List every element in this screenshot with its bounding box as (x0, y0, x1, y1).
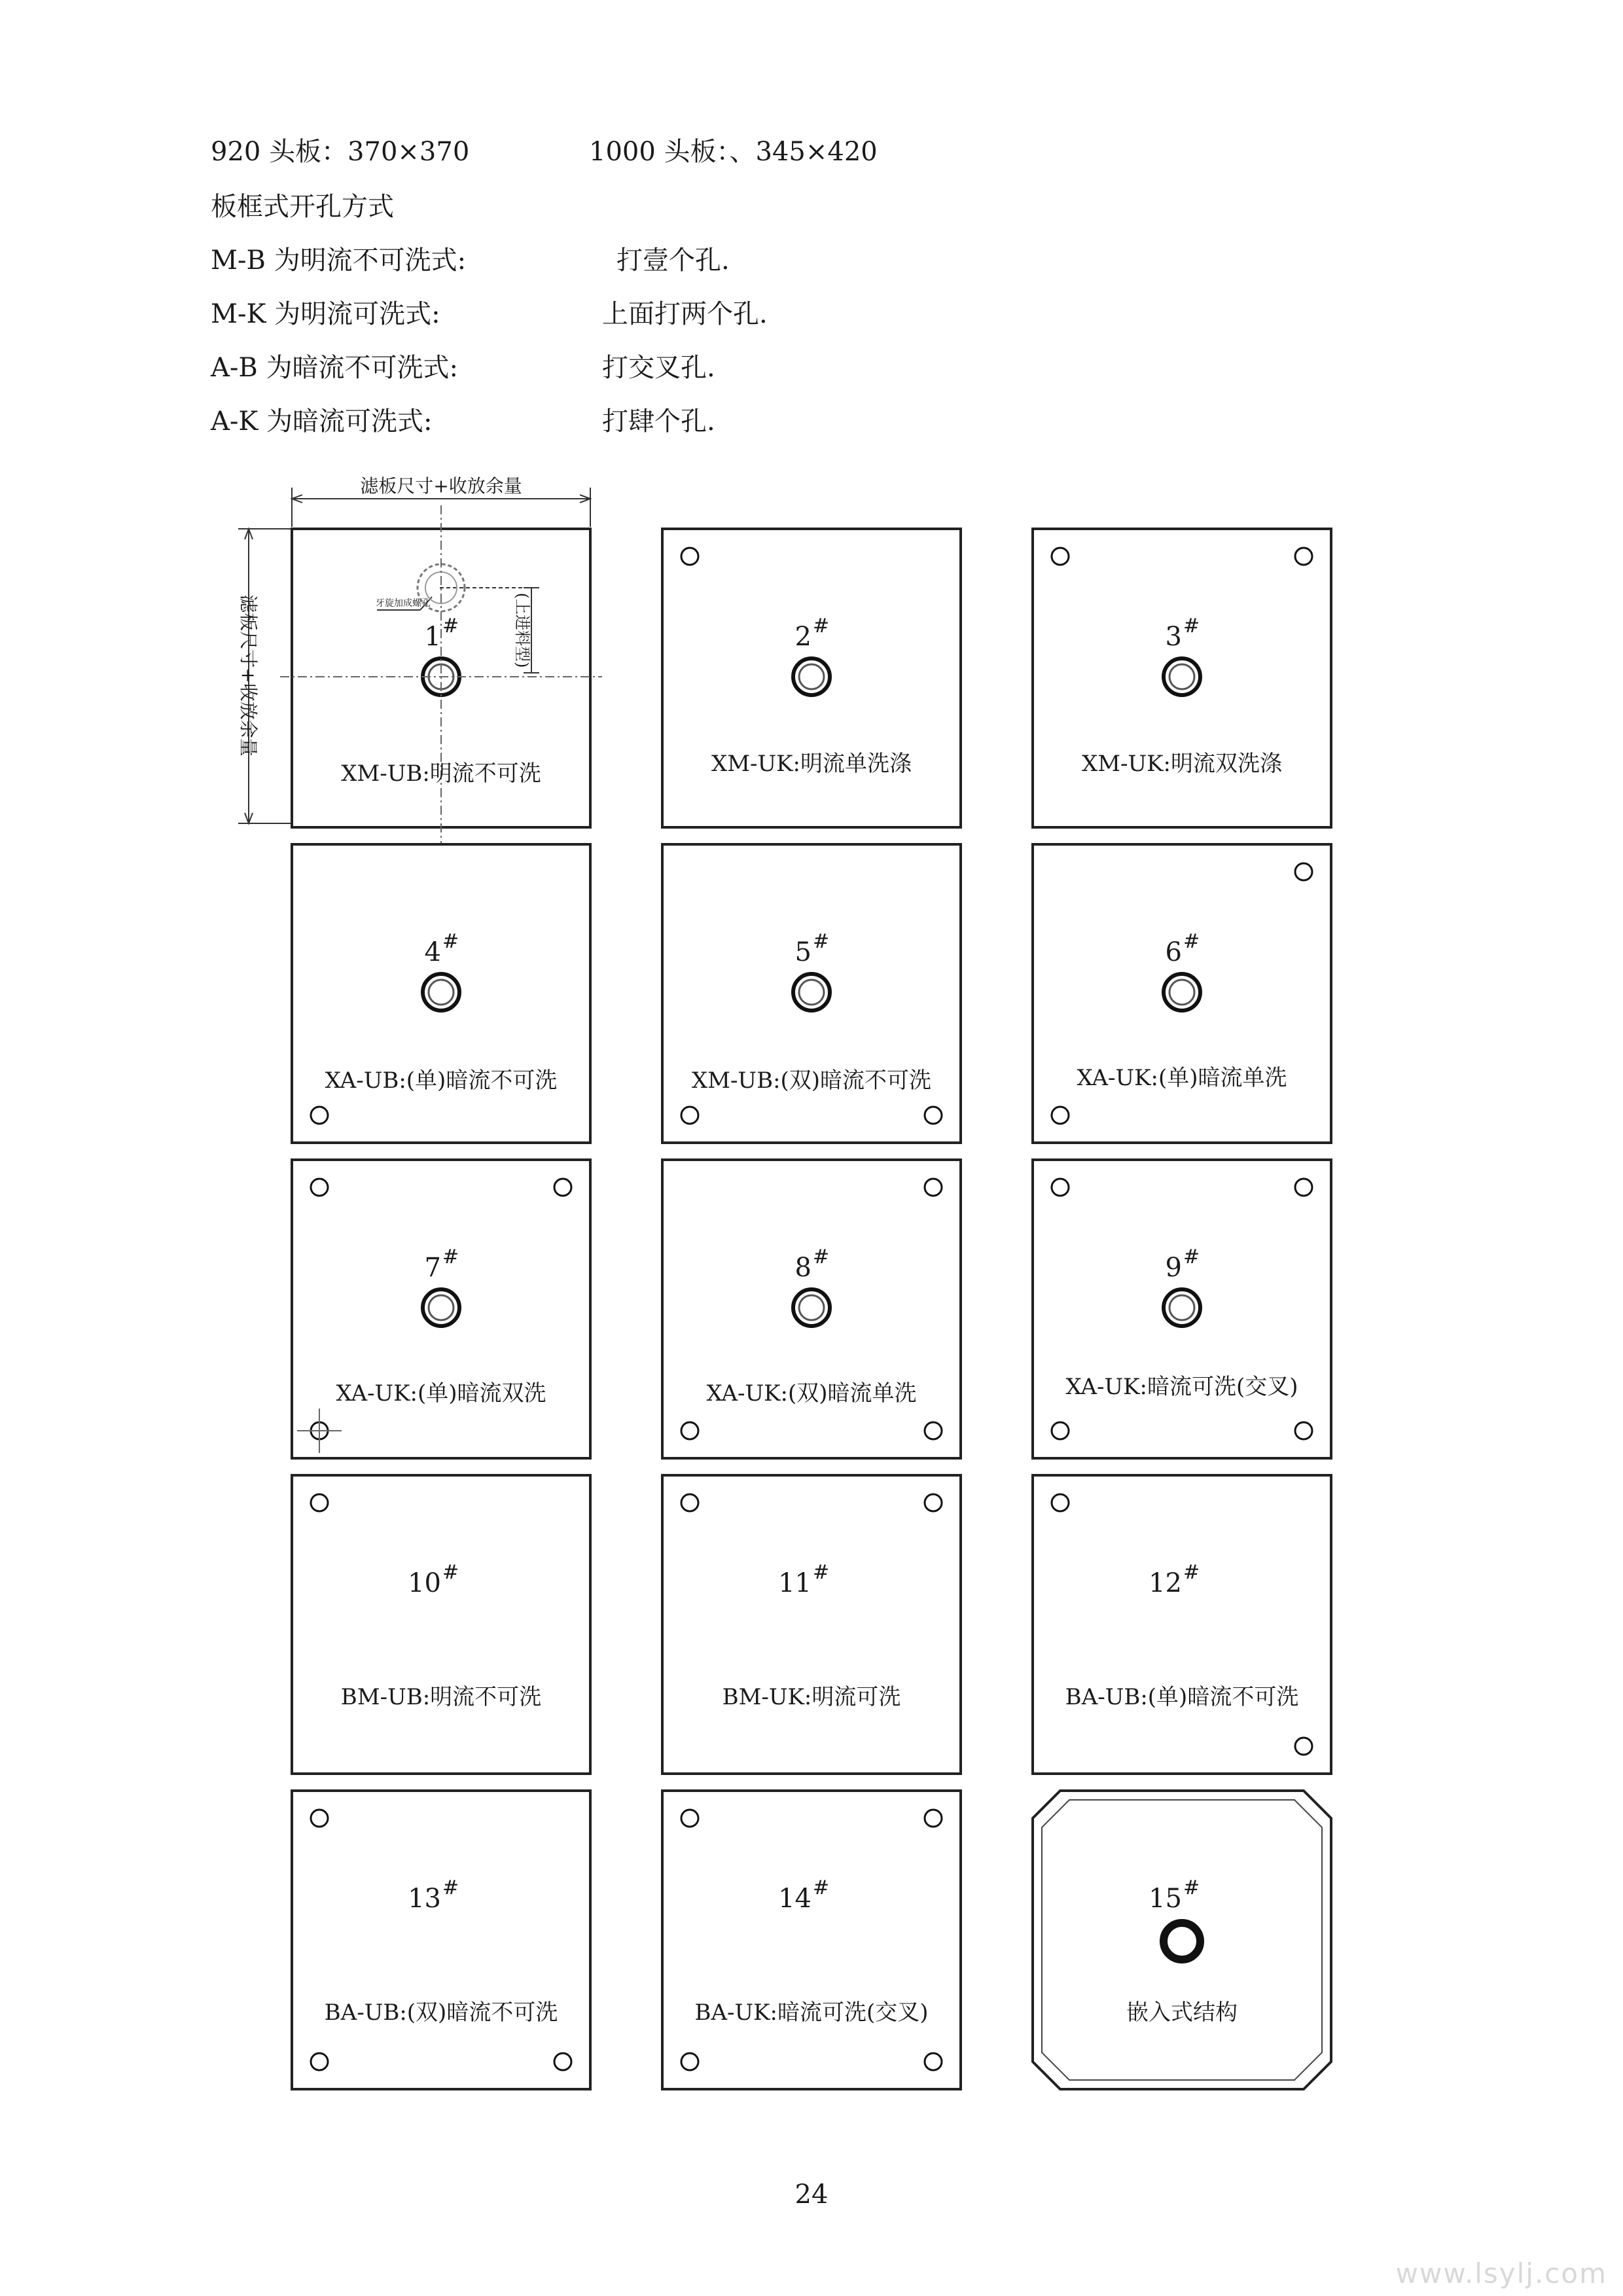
corner-hole-icon (1052, 1494, 1069, 1511)
corner-hole-icon (1295, 1422, 1312, 1439)
plate-outline (662, 1475, 961, 1774)
octagon-outline (1033, 1791, 1331, 2089)
hash-mark: # (1183, 615, 1200, 637)
corner-hole-icon (681, 1494, 698, 1511)
corner-hole-icon (1052, 548, 1069, 565)
plate-label: XA-UK:暗流可洗(交叉) (1065, 1374, 1298, 1400)
hash-mark: # (813, 615, 830, 637)
filter-plate (1033, 1791, 1331, 2089)
plate-number: 14 (778, 1884, 812, 1914)
plate-number: 5 (794, 937, 812, 967)
hash-mark: # (1183, 1246, 1200, 1268)
corner-hole-icon (681, 1810, 698, 1827)
plate-number: 13 (408, 1884, 441, 1914)
plate-outline (1033, 844, 1331, 1143)
hash-mark: # (442, 1876, 459, 1899)
plate-outline (662, 529, 961, 827)
plate-label: 嵌入式结构 (1126, 2000, 1238, 2026)
plate-number: 8 (794, 1253, 812, 1283)
filter-plate (1033, 1475, 1331, 1774)
corner-hole-icon (311, 1179, 328, 1196)
corner-hole-icon (311, 1494, 328, 1511)
plate-number: 7 (424, 1253, 441, 1283)
hash-mark: # (442, 1246, 459, 1268)
filter-plate (1033, 529, 1331, 827)
filter-plate (1033, 1160, 1331, 1458)
plate-number: 4 (424, 937, 441, 967)
filter-plate (292, 1160, 590, 1458)
row-code: A-B 为暗流不可洗式: (211, 353, 458, 383)
plate-label: BA-UB:(双)暗流不可洗 (324, 2000, 558, 2026)
corner-hole-icon (311, 2053, 328, 2070)
plate-number: 1 (424, 622, 441, 652)
feed-port-inner-icon (799, 980, 824, 1005)
corner-hole-icon (681, 1422, 698, 1439)
filter-plate (292, 1475, 590, 1774)
row-desc: 上面打两个孔. (602, 299, 768, 329)
plate-number: 15 (1149, 1884, 1182, 1914)
plate-number: 2 (794, 622, 812, 652)
hash-mark: # (1183, 1561, 1200, 1584)
row-desc: 打壹个孔. (616, 245, 730, 276)
corner-hole-icon (925, 2053, 942, 2070)
watermark: www.lsylj.com (1395, 2257, 1607, 2289)
corner-hole-icon (1295, 1179, 1312, 1196)
plate-label: XM-UB:(双)暗流不可洗 (691, 1067, 932, 1094)
corner-hole-icon (1052, 1422, 1069, 1439)
hash-mark: # (813, 1246, 830, 1268)
plate-number: 12 (1149, 1568, 1182, 1598)
filter-plate (662, 1160, 961, 1458)
plate-outline (1033, 1160, 1331, 1458)
corner-hole-icon (925, 1494, 942, 1511)
plate-label: XM-UB:明流不可洗 (341, 761, 541, 787)
corner-hole-icon (311, 1810, 328, 1827)
feed-port-inner-icon (429, 1295, 454, 1320)
leader-note: 牙旋加成螺孔 (376, 598, 431, 609)
filter-plate (662, 529, 961, 827)
plate-label: BA-UB:(单)暗流不可洗 (1065, 1684, 1299, 1710)
plate-number: 9 (1165, 1253, 1182, 1283)
feed-port-inner-icon (1169, 980, 1194, 1005)
filter-plate (1033, 844, 1331, 1143)
head-plate-size-1000: 1000 头板：、345×420 (589, 137, 878, 167)
row-desc: 打交叉孔. (602, 353, 715, 383)
corner-hole-icon (681, 548, 698, 565)
hash-mark: # (813, 1561, 830, 1584)
plate-outline (292, 1160, 590, 1458)
plate-outline (292, 844, 590, 1143)
corner-hole-icon (1295, 548, 1312, 565)
plate-label: XM-UK:明流双洗涤 (1081, 751, 1283, 777)
filter-plate (280, 505, 602, 846)
hash-mark: # (813, 930, 830, 953)
plate-number: 3 (1165, 622, 1182, 652)
plate-label: XM-UK:明流单洗涤 (711, 751, 912, 777)
filter-plate (292, 1791, 590, 2089)
corner-hole-icon (311, 1107, 328, 1124)
feed-port-inner-icon (429, 980, 454, 1005)
hash-mark: # (813, 1876, 830, 1899)
corner-hole-icon (554, 1179, 571, 1196)
plate-number: 10 (408, 1568, 441, 1598)
hash-mark: # (1183, 930, 1200, 953)
plate-outline (1033, 529, 1331, 827)
plate-number: 6 (1165, 937, 1182, 967)
feed-port-inner-icon (799, 664, 824, 689)
hash-mark: # (442, 615, 459, 637)
feed-port-inner-icon (799, 1295, 824, 1320)
plate-label: XA-UK:(双)暗流单洗 (706, 1380, 917, 1407)
page-number: 24 (794, 2179, 829, 2210)
dim-inner-label: (上进料型) (513, 592, 531, 668)
corner-hole-icon (925, 1810, 942, 1827)
plate-label: BM-UK:明流可洗 (722, 1684, 901, 1710)
plate-label: XA-UK:(单)暗流单洗 (1077, 1065, 1287, 1091)
feed-port-icon (1164, 1923, 1200, 1960)
corner-hole-icon (554, 2053, 571, 2070)
row-code: M-B 为明流不可洗式: (211, 245, 467, 276)
row-code: M-K 为明流可洗式: (211, 299, 440, 329)
dim-left-label: 滤板尺寸+收放余量 (238, 594, 259, 757)
plate-label: XA-UB:(单)暗流不可洗 (325, 1067, 558, 1094)
plate-outline (292, 1475, 590, 1774)
plate-label: XA-UK:(单)暗流双洗 (336, 1380, 546, 1407)
plate-outline (292, 1791, 590, 2089)
filter-plate (292, 844, 590, 1143)
plate-number: 11 (778, 1568, 812, 1598)
corner-hole-icon (1052, 1179, 1069, 1196)
row-desc: 打肆个孔. (602, 406, 715, 437)
head-plate-size-920: 920 头板：370×370 (211, 137, 470, 167)
plate-outline (662, 1160, 961, 1458)
octagon-inner-outline (1042, 1800, 1322, 2080)
dim-top-label: 滤板尺寸+收放余量 (360, 475, 522, 497)
hash-mark: # (442, 930, 459, 953)
filter-plate (662, 1475, 961, 1774)
row-code: A-K 为暗流可洗式: (211, 406, 433, 437)
corner-hole-icon (925, 1107, 942, 1124)
plate-outline (662, 844, 961, 1143)
feed-port-inner-icon (1169, 1295, 1194, 1320)
corner-hole-icon (1295, 863, 1312, 880)
section-title: 板框式开孔方式 (211, 192, 394, 222)
plate-label: BM-UB:明流不可洗 (340, 1684, 542, 1710)
hash-mark: # (1183, 1876, 1200, 1899)
corner-hole-icon (1052, 1107, 1069, 1124)
plate-outline (1033, 1475, 1331, 1774)
filter-plate (662, 1791, 961, 2089)
corner-hole-icon (681, 2053, 698, 2070)
hash-mark: # (442, 1561, 459, 1584)
plate-outline (662, 1791, 961, 2089)
corner-hole-icon (925, 1422, 942, 1439)
corner-hole-icon (1295, 1738, 1312, 1755)
filter-plate (662, 844, 961, 1143)
corner-hole-icon (681, 1107, 698, 1124)
feed-port-inner-icon (1169, 664, 1194, 689)
corner-hole-icon (925, 1179, 942, 1196)
plate-label: BA-UK:暗流可洗(交叉) (694, 2000, 929, 2026)
